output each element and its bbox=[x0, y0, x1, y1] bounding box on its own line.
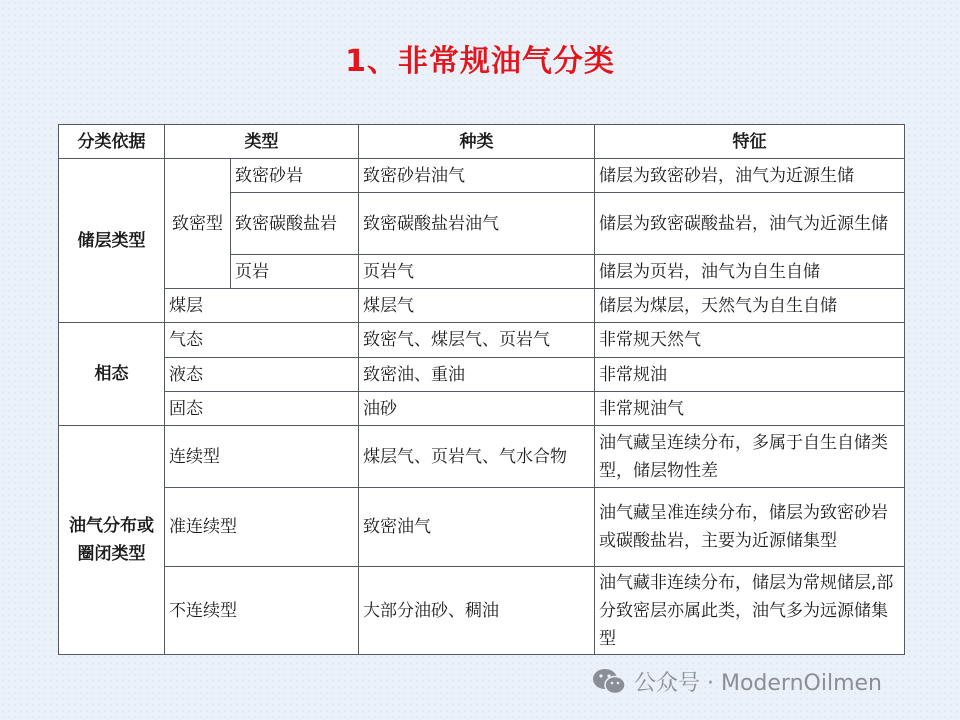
table-row bbox=[59, 159, 905, 193]
basis-cell: 相态 bbox=[59, 323, 165, 426]
feature-cell: 储层为致密碳酸盐岩，油气为近源生储 bbox=[595, 193, 905, 255]
table-row bbox=[59, 488, 905, 567]
kind-cell: 致密砂岩油气 bbox=[359, 159, 595, 193]
kind-cell: 致密碳酸盐岩油气 bbox=[359, 193, 595, 255]
type-cell: 不连续型 bbox=[165, 567, 359, 655]
table-row bbox=[59, 323, 905, 358]
header-basis: 分类依据 bbox=[59, 125, 165, 159]
basis-cell: 储层类型 bbox=[59, 159, 165, 323]
kind-cell: 致密油、重油 bbox=[359, 358, 595, 392]
kind-cell: 页岩气 bbox=[359, 255, 595, 289]
feature-cell: 非常规油 bbox=[595, 358, 905, 392]
feature-cell: 非常规油气 bbox=[595, 392, 905, 426]
table-row bbox=[59, 567, 905, 655]
page-title: 1、非常规油气分类 bbox=[345, 44, 615, 79]
header-kind: 种类 bbox=[359, 125, 595, 159]
type-cell: 液态 bbox=[165, 358, 359, 392]
type-cell: 连续型 bbox=[165, 426, 359, 488]
type-cell: 气态 bbox=[165, 323, 359, 358]
classification-table bbox=[58, 124, 905, 655]
kind-cell: 油砂 bbox=[359, 392, 595, 426]
kind-cell: 致密油气 bbox=[359, 488, 595, 567]
kind-cell: 煤层气 bbox=[359, 289, 595, 323]
header-type: 类型 bbox=[165, 125, 359, 159]
table-header-row bbox=[59, 125, 905, 159]
feature-cell: 储层为页岩，油气为自生自储 bbox=[595, 255, 905, 289]
wechat-icon bbox=[592, 668, 626, 696]
kind-cell: 煤层气、页岩气、气水合物 bbox=[359, 426, 595, 488]
type-cell: 固态 bbox=[165, 392, 359, 426]
feature-cell: 油气藏呈准连续分布，储层为致密砂岩或碳酸盐岩，主要为近源储集型 bbox=[595, 488, 905, 567]
subtype-cell: 致密砂岩 bbox=[231, 159, 359, 193]
watermark bbox=[592, 666, 882, 697]
feature-cell: 非常规天然气 bbox=[595, 323, 905, 358]
feature-cell: 储层为煤层，天然气为自生自储 bbox=[595, 289, 905, 323]
subtype-cell: 致密碳酸盐岩 bbox=[231, 193, 359, 255]
header-feature: 特征 bbox=[595, 125, 905, 159]
feature-cell: 油气藏呈连续分布，多属于自生自储类型，储层物性差 bbox=[595, 426, 905, 488]
feature-cell: 储层为致密砂岩，油气为近源生储 bbox=[595, 159, 905, 193]
basis-cell: 油气分布或圈闭类型 bbox=[59, 426, 165, 655]
table-row bbox=[59, 289, 905, 323]
kind-cell: 致密气、煤层气、页岩气 bbox=[359, 323, 595, 358]
table-row bbox=[59, 392, 905, 426]
watermark-text: 公众号 · ModernOilmen bbox=[634, 671, 882, 696]
type-cell: 准连续型 bbox=[165, 488, 359, 567]
type-cell: 致密型 bbox=[165, 159, 231, 289]
table-row bbox=[59, 426, 905, 488]
type-cell: 煤层 bbox=[165, 289, 359, 323]
feature-cell: 油气藏非连续分布，储层为常规储层,部分致密层亦属此类，油气多为远源储集型 bbox=[595, 567, 905, 655]
kind-cell: 大部分油砂、稠油 bbox=[359, 567, 595, 655]
table-row bbox=[59, 358, 905, 392]
subtype-cell: 页岩 bbox=[231, 255, 359, 289]
